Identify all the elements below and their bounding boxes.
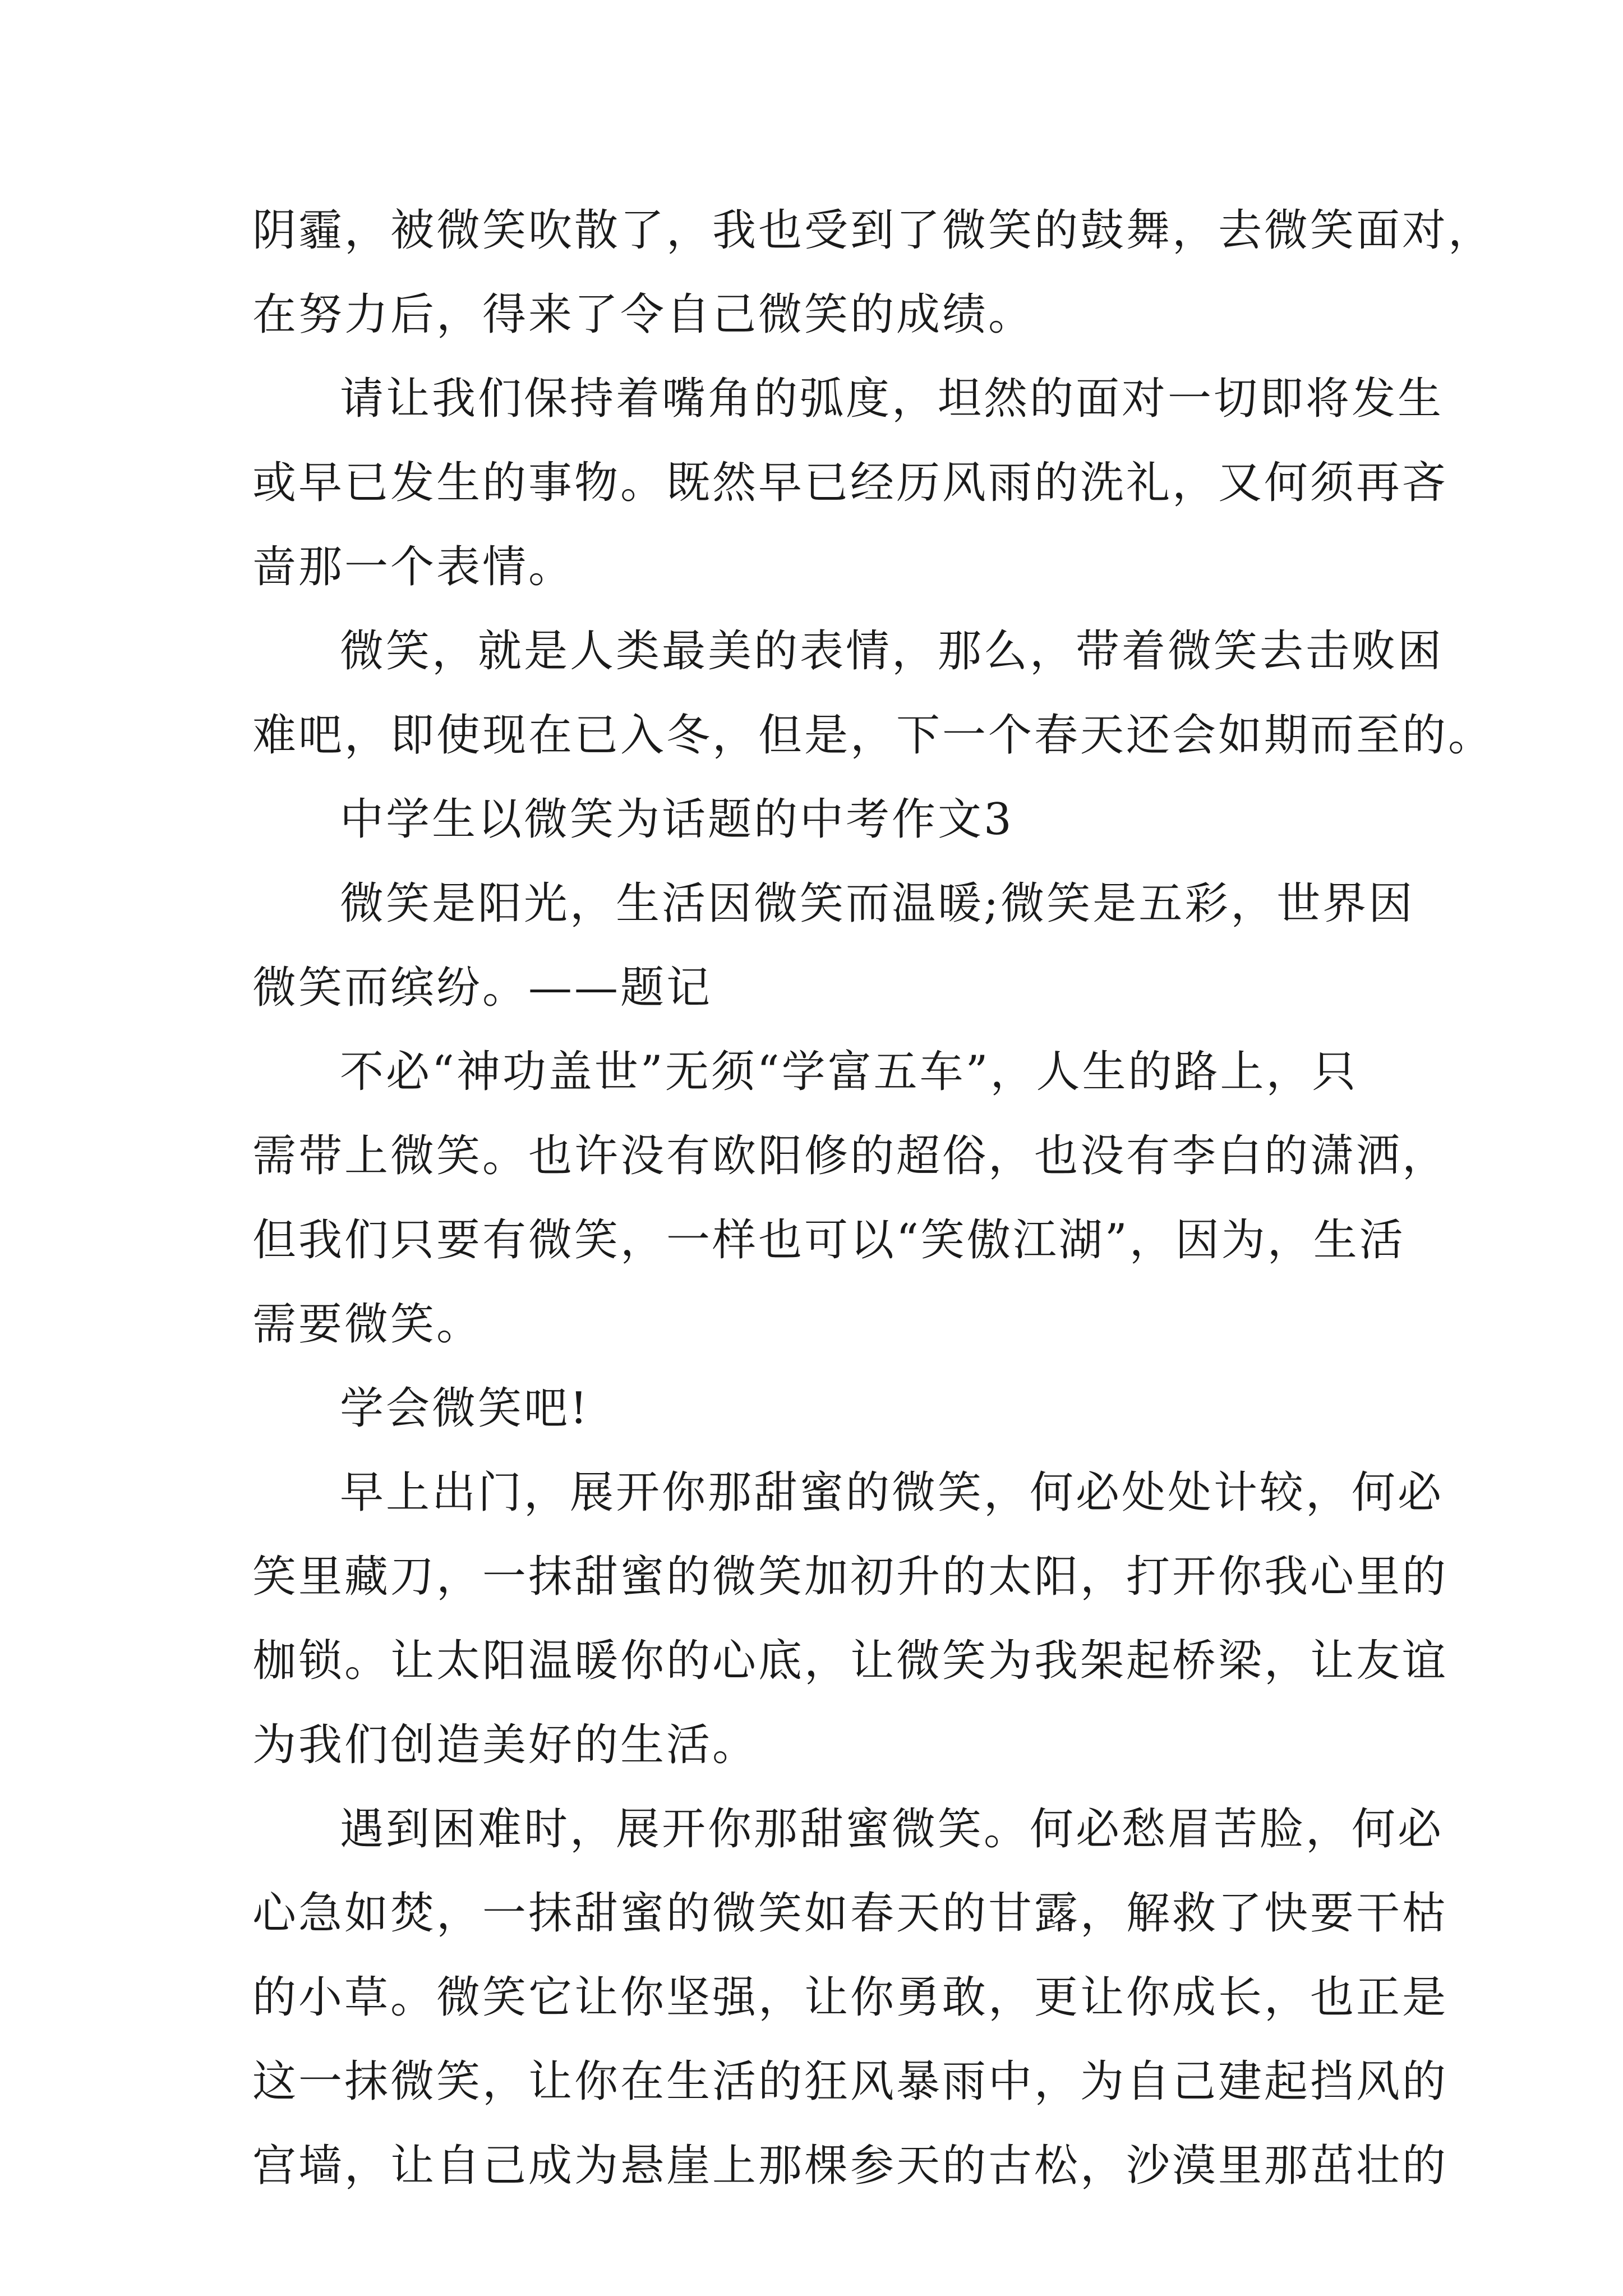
paragraph-start-line: 微笑是阳光，生活因微笑而温暖;微笑是五彩，世界因 bbox=[340, 878, 1415, 929]
text-line: 或早已发生的事物。既然早已经历风雨的洗礼，又何须再吝 bbox=[252, 458, 1449, 508]
text-line: 为我们创造美好的生活。 bbox=[252, 1720, 759, 1770]
text-line: 需要微笑。 bbox=[252, 1299, 483, 1350]
text-line: 这一抹微笑，让你在生活的狂风暴雨中，为自己建起挡风的 bbox=[252, 2056, 1449, 2107]
text-line: 在努力后，得来了令自己微笑的成绩。 bbox=[252, 289, 1035, 340]
paragraph-start-line: 请让我们保持着嘴角的弧度，坦然的面对一切即将发生 bbox=[340, 374, 1444, 424]
text-line: 的小草。微笑它让你坚强，让你勇敢，更让你成长，也正是 bbox=[252, 1972, 1449, 2023]
paragraph-start-line: 遇到困难时，展开你那甜蜜微笑。何必愁眉苦脸，何必 bbox=[340, 1804, 1444, 1855]
text-line: 枷锁。让太阳温暖你的心底，让微笑为我架起桥梁，让友谊 bbox=[252, 1636, 1449, 1686]
paragraph-start-line: 不必“神功盖世”无须“学富五车”，人生的路上，只 bbox=[340, 1047, 1358, 1097]
text-line: 难吧，即使现在已入冬，但是，下一个春天还会如期而至的。 bbox=[252, 710, 1495, 761]
paragraph-start-line: 学会微笑吧! bbox=[340, 1383, 590, 1434]
text-line: 微笑而缤纷。——题记 bbox=[252, 963, 713, 1013]
text-line: 阴霾，被微笑吹散了，我也受到了微笑的鼓舞，去微笑面对， bbox=[252, 205, 1495, 256]
text-line: 心急如焚，一抹甜蜜的微笑如春天的甘露，解救了快要干枯 bbox=[252, 1888, 1449, 1939]
essay-title: 中学生以微笑为话题的中考作文3 bbox=[340, 794, 1014, 845]
text-line: 啬那一个表情。 bbox=[252, 542, 575, 592]
text-line: 宫墙，让自己成为悬崖上那棵参天的古松，沙漠里那茁壮的 bbox=[252, 2141, 1449, 2191]
text-line: 但我们只要有微笑，一样也可以“笑傲江湖”，因为，生活 bbox=[252, 1215, 1405, 1266]
text-line: 需带上微笑。也许没有欧阳修的超俗，也没有李白的潇洒， bbox=[252, 1131, 1449, 1181]
paragraph-start-line: 早上出门，展开你那甜蜜的微笑，何必处处计较，何必 bbox=[340, 1467, 1444, 1518]
text-line: 笑里藏刀，一抹甜蜜的微笑加初升的太阳，打开你我心里的 bbox=[252, 1552, 1449, 1602]
paragraph-start-line: 微笑，就是人类最美的表情，那么，带着微笑去击败困 bbox=[340, 626, 1444, 677]
